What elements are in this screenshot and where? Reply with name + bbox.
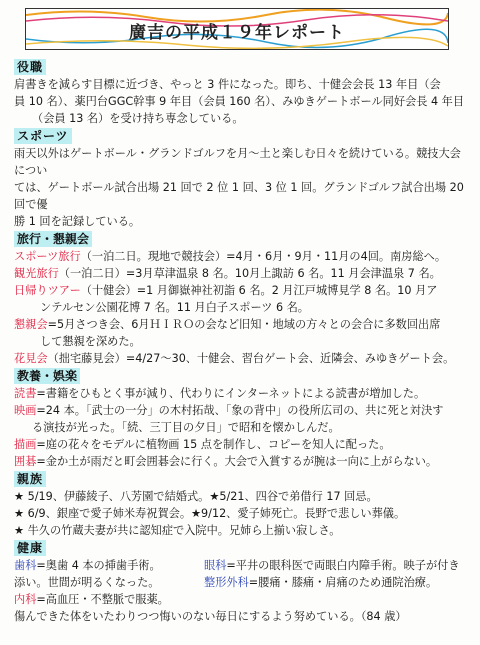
sports-line: 勝 1 回を記録している。 (14, 215, 141, 228)
kyoyo-label: 描画 (14, 438, 37, 451)
kyoyo-item: 描画=庭の花々をモデルに植物画 15 点を制作し、コピーを知人に配った。 (14, 438, 391, 451)
shika-label: 歯科 (14, 559, 37, 572)
ryoko-label: 観光旅行 (14, 267, 59, 280)
sports-line: 雨天以外はゲートボール・グランドゴルフを月〜土と楽しむ日々を続けている。競技大会につい (14, 147, 461, 177)
section-head-kenko: 健康 (14, 540, 46, 556)
kenko-row: 歯科=奥歯 4 本の挿歯手術。 眼科=平井の眼科医で両眼白内障手術。映子が付き (14, 559, 460, 572)
yaku-line: 員 10 名）、薬円台GGC幹事 9 年目（会員 160 名）、みゆきゲートボール同好会長 4 年目 (14, 95, 465, 108)
ryoko-item: 懇親会=5月さつき会、6月ＨＩＲＯの会など旧知・地域の方々との会合に多数回出席 (14, 318, 441, 331)
ryoko-item: スポーツ旅行（一泊二日。現地で競技会）=4月・6月・9月・11月の4回。南房総へ。 (14, 250, 447, 263)
ryoko-item: 日帰りツアー（十健会）=1 月御嶽神社初詣 6 名。2 月江戸城博見学 8 名。10 月ア (14, 284, 438, 297)
kyoyo-item: 囲碁=金か土が雨だと町会囲碁会に行く。大会で入賞するが腕は一向に上がらない。 (14, 455, 438, 468)
closing-line: 傷んできた体をいたわりつつ悔いのない毎日にするよう努めている。（84 歳） (14, 610, 407, 623)
title-banner (25, 8, 449, 50)
ryoko-cont: して懇親を深めた。 (40, 335, 141, 348)
section-head-shinzoku: 親族 (14, 471, 46, 487)
kyoyo-item: 読書=書籍をひもとく事が減り、代わりにインターネットによる読書が増加した。 (14, 387, 426, 400)
section-head-sports: スポーツ (14, 128, 72, 144)
report-body (14, 58, 470, 625)
kyoyo-label: 囲碁 (14, 455, 37, 468)
section-head-ryoko: 旅行・懇親会 (14, 231, 92, 247)
ryoko-cont: ンテルセン公園花博 7 名。11 月白子スポーツ 6 名。 (40, 301, 309, 314)
kyoyo-label: 読書 (14, 387, 37, 400)
section-head-yaku: 役職 (14, 59, 46, 75)
shinzoku-line: ★ 5/19、伊藤綾子、八芳園で結婚式。★5/21、四谷で弟借行 17 回忌。 (14, 490, 378, 503)
ryoko-label: スポーツ旅行 (14, 250, 81, 263)
ganka-label: 眼科 (204, 559, 227, 572)
page-title: 廣吉の平成１９年レポート (129, 23, 345, 43)
yaku-line: （会員 13 名）を受け持ち専念している。 (32, 112, 244, 125)
kyoyo-item: 映画=24 本。「武士の一分」の木村拓哉、「象の背中」の役所広司の、共に死と対決す (14, 404, 444, 417)
shinzoku-line: ★ 6/9、銀座で愛子姉米寿祝賀会。★9/12、愛子姉死亡。長野で悲しい葬儀。 (14, 507, 406, 520)
seikei-label: 整形外科 (204, 576, 249, 589)
naika-line: 内科=高血圧・不整脈で服薬。 (14, 593, 169, 606)
naika-label: 内科 (14, 593, 37, 606)
kenko-row: 添い。世間が明るくなった。 整形外科=腰痛・膝痛・肩痛のため通院治療。 (14, 576, 438, 589)
shinzoku-line: ★ 牛久の竹蔵夫妻が共に認知症で入院中。兄姉ら上揃い寂しさ。 (14, 524, 341, 537)
kyoyo-cont: る演技が光った。「続、三丁目の夕日」で昭和を懐かしんだ。 (32, 421, 340, 434)
section-head-kyoyo: 教養・娯楽 (14, 368, 80, 384)
ryoko-label: 日帰りツアー (14, 284, 81, 297)
ryoko-label: 懇親会 (14, 318, 48, 331)
kyoyo-label: 映画 (14, 404, 37, 417)
yaku-line: 肩書きを減らす目標に近づき、やっと 3 件になった。即ち、十健会会長 13 年目（会 (14, 78, 441, 91)
ryoko-item: 花見会（拙宅藤見会）=4/27〜30、十健会、習台ゲート会、近隣会、みゆきゲート会。 (14, 352, 455, 365)
ryoko-item: 観光旅行（一泊二日）=3月草津温泉 8 名。10月上諏訪 6 名。11 月会津温泉 7 名。 (14, 267, 441, 280)
ryoko-label: 花見会 (14, 352, 48, 365)
sports-line: ては、ゲートボール試合出場 21 回で 2 位 1 回、3 位 1 回。グランドゴルフ試合出場 20回で優 (14, 181, 464, 211)
